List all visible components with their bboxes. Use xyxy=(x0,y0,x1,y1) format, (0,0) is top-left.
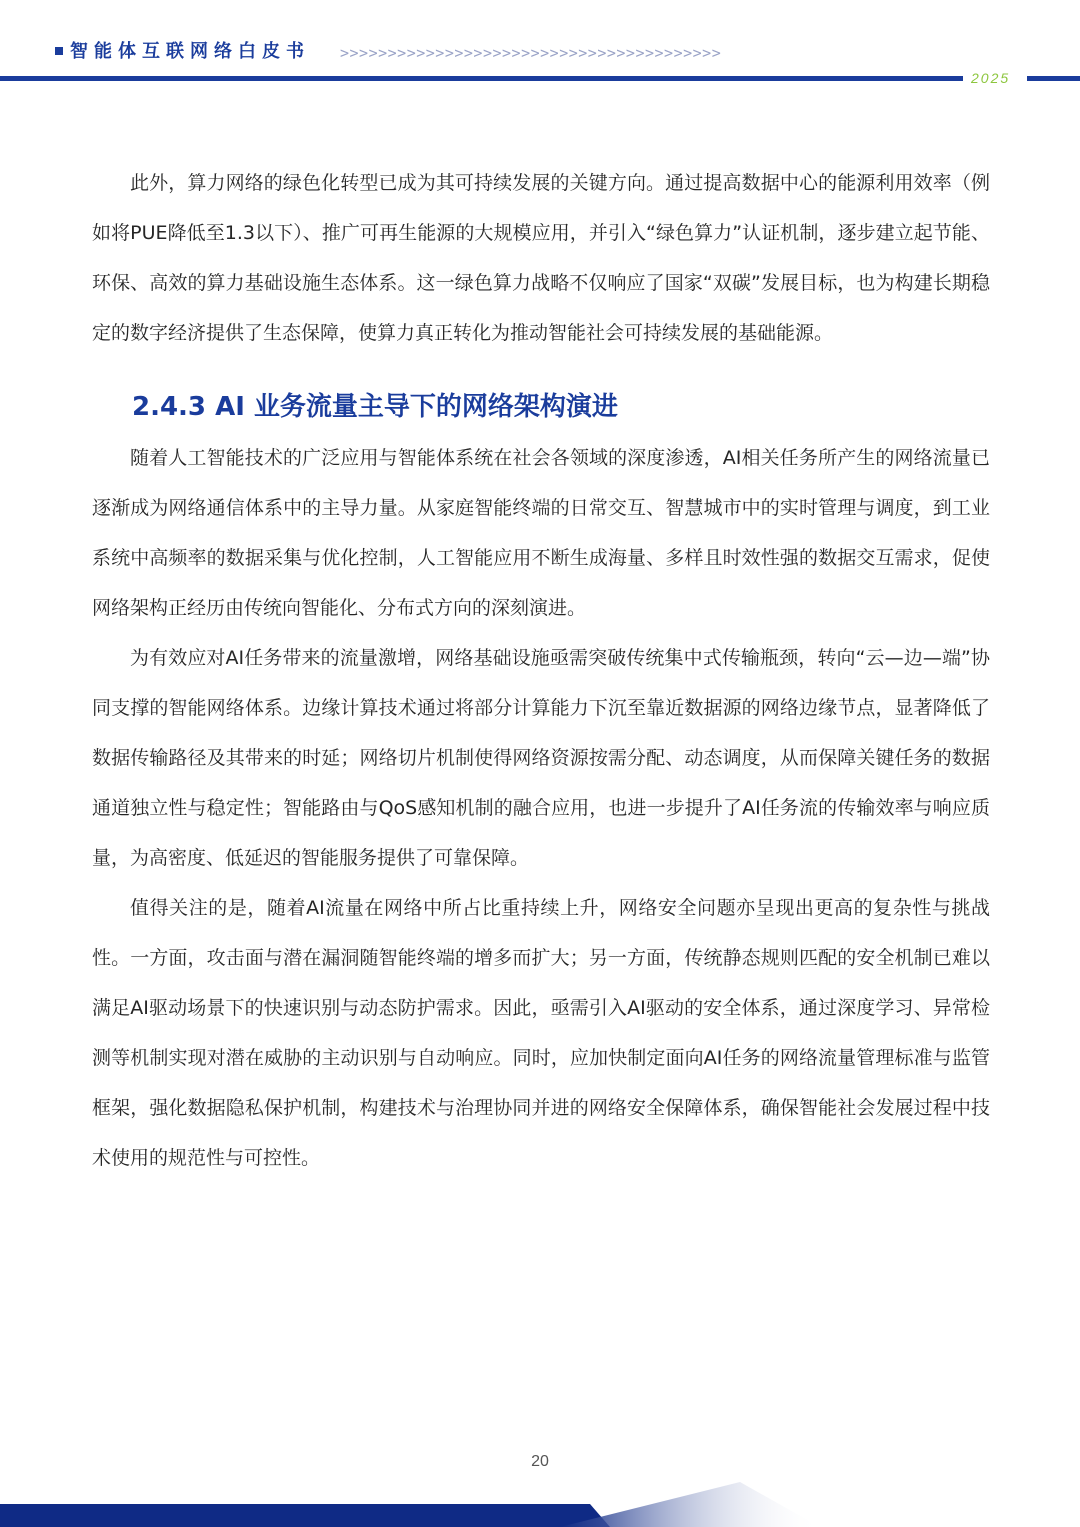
paragraph: 值得关注的是，随着AI流量在网络中所占比重持续上升，网络安全问题亦呈现出更高的复杂性与挑战性。一方面，攻击面与潜在漏洞随智能终端的增多而扩大；另一方面，传统静态规则匹配的安全机制已难以满足AI驱动场景下的快速识别与动态防护需求。因此，亟需引入AI驱动的安全体系，通过深度学习、异常检测等机制实现对潜在威胁的主动识别与自动响应。同时，应加快制定面向AI任务的网络流量管理标准与监管框架，强化数据隐私保护机制，构建技术与治理协同并进的网络安全保障体系，确保智能社会发展过程中技术使用的规范性与可控性。 xyxy=(92,897,990,1169)
header-bullet xyxy=(55,47,63,55)
footer-band xyxy=(0,1504,610,1527)
header-rule xyxy=(0,76,963,81)
paragraph: 此外，算力网络的绿色化转型已成为其可持续发展的关键方向。通过提高数据中心的能源利用效率（例如将PUE降低至1.3以下）、推广可再生能源的大规模应用，并引入“绿色算力”认证机制，逐步建立起节能、环保、高效的算力基础设施生态体系。这一绿色算力战略不仅响应了国家“双碳”发展目标，也为构建长期稳定的数字经济提供了生态保障，使算力真正转化为推动智能社会可持续发展的基础能源。 xyxy=(92,172,990,344)
section-heading: 2.4.3 AI 业务流量主导下的网络架构演进 xyxy=(132,392,618,422)
footer-wedge xyxy=(560,1482,820,1527)
paragraph: 为有效应对AI任务带来的流量激增，网络基础设施亟需突破传统集中式传输瓶颈，转向“云—边—端”协同支撑的智能网络体系。边缘计算技术通过将部分计算能力下沉至靠近数据源的网络边缘节点，显著降低了数据传输路径及其带来的时延；网络切片机制使得网络资源按需分配、动态调度，从而保障关键任务的数据通道独立性与稳定性；智能路由与QoS感知机制的融合应用，也进一步提升了AI任务流的传输效率与响应质量，为高密度、低延迟的智能服务提供了可靠保障。 xyxy=(92,647,990,869)
page-header xyxy=(0,0,1080,100)
document-body xyxy=(92,158,990,1183)
header-title: 智能体互联网络白皮书 xyxy=(70,41,310,62)
header-year: 2025 xyxy=(971,70,1011,86)
footer-decoration xyxy=(0,1480,1080,1527)
page-number: 20 xyxy=(531,1453,549,1470)
header-rule-end xyxy=(1027,76,1080,81)
paragraph: 随着人工智能技术的广泛应用与智能体系统在社会各领域的深度渗透，AI相关任务所产生的网络流量已逐渐成为网络通信体系中的主导力量。从家庭智能终端的日常交互、智慧城市中的实时管理与调度，到工业系统中高频率的数据采集与优化控制，人工智能应用不断生成海量、多样且时效性强的数据交互需求，促使网络架构正经历由传统向智能化、分布式方向的深刻演进。 xyxy=(92,447,990,619)
header-chevron-decoration: >>>>>>>>>>>>>>>>>>>>>>>>>>>>>>>>>>>>>>>> xyxy=(340,44,722,62)
